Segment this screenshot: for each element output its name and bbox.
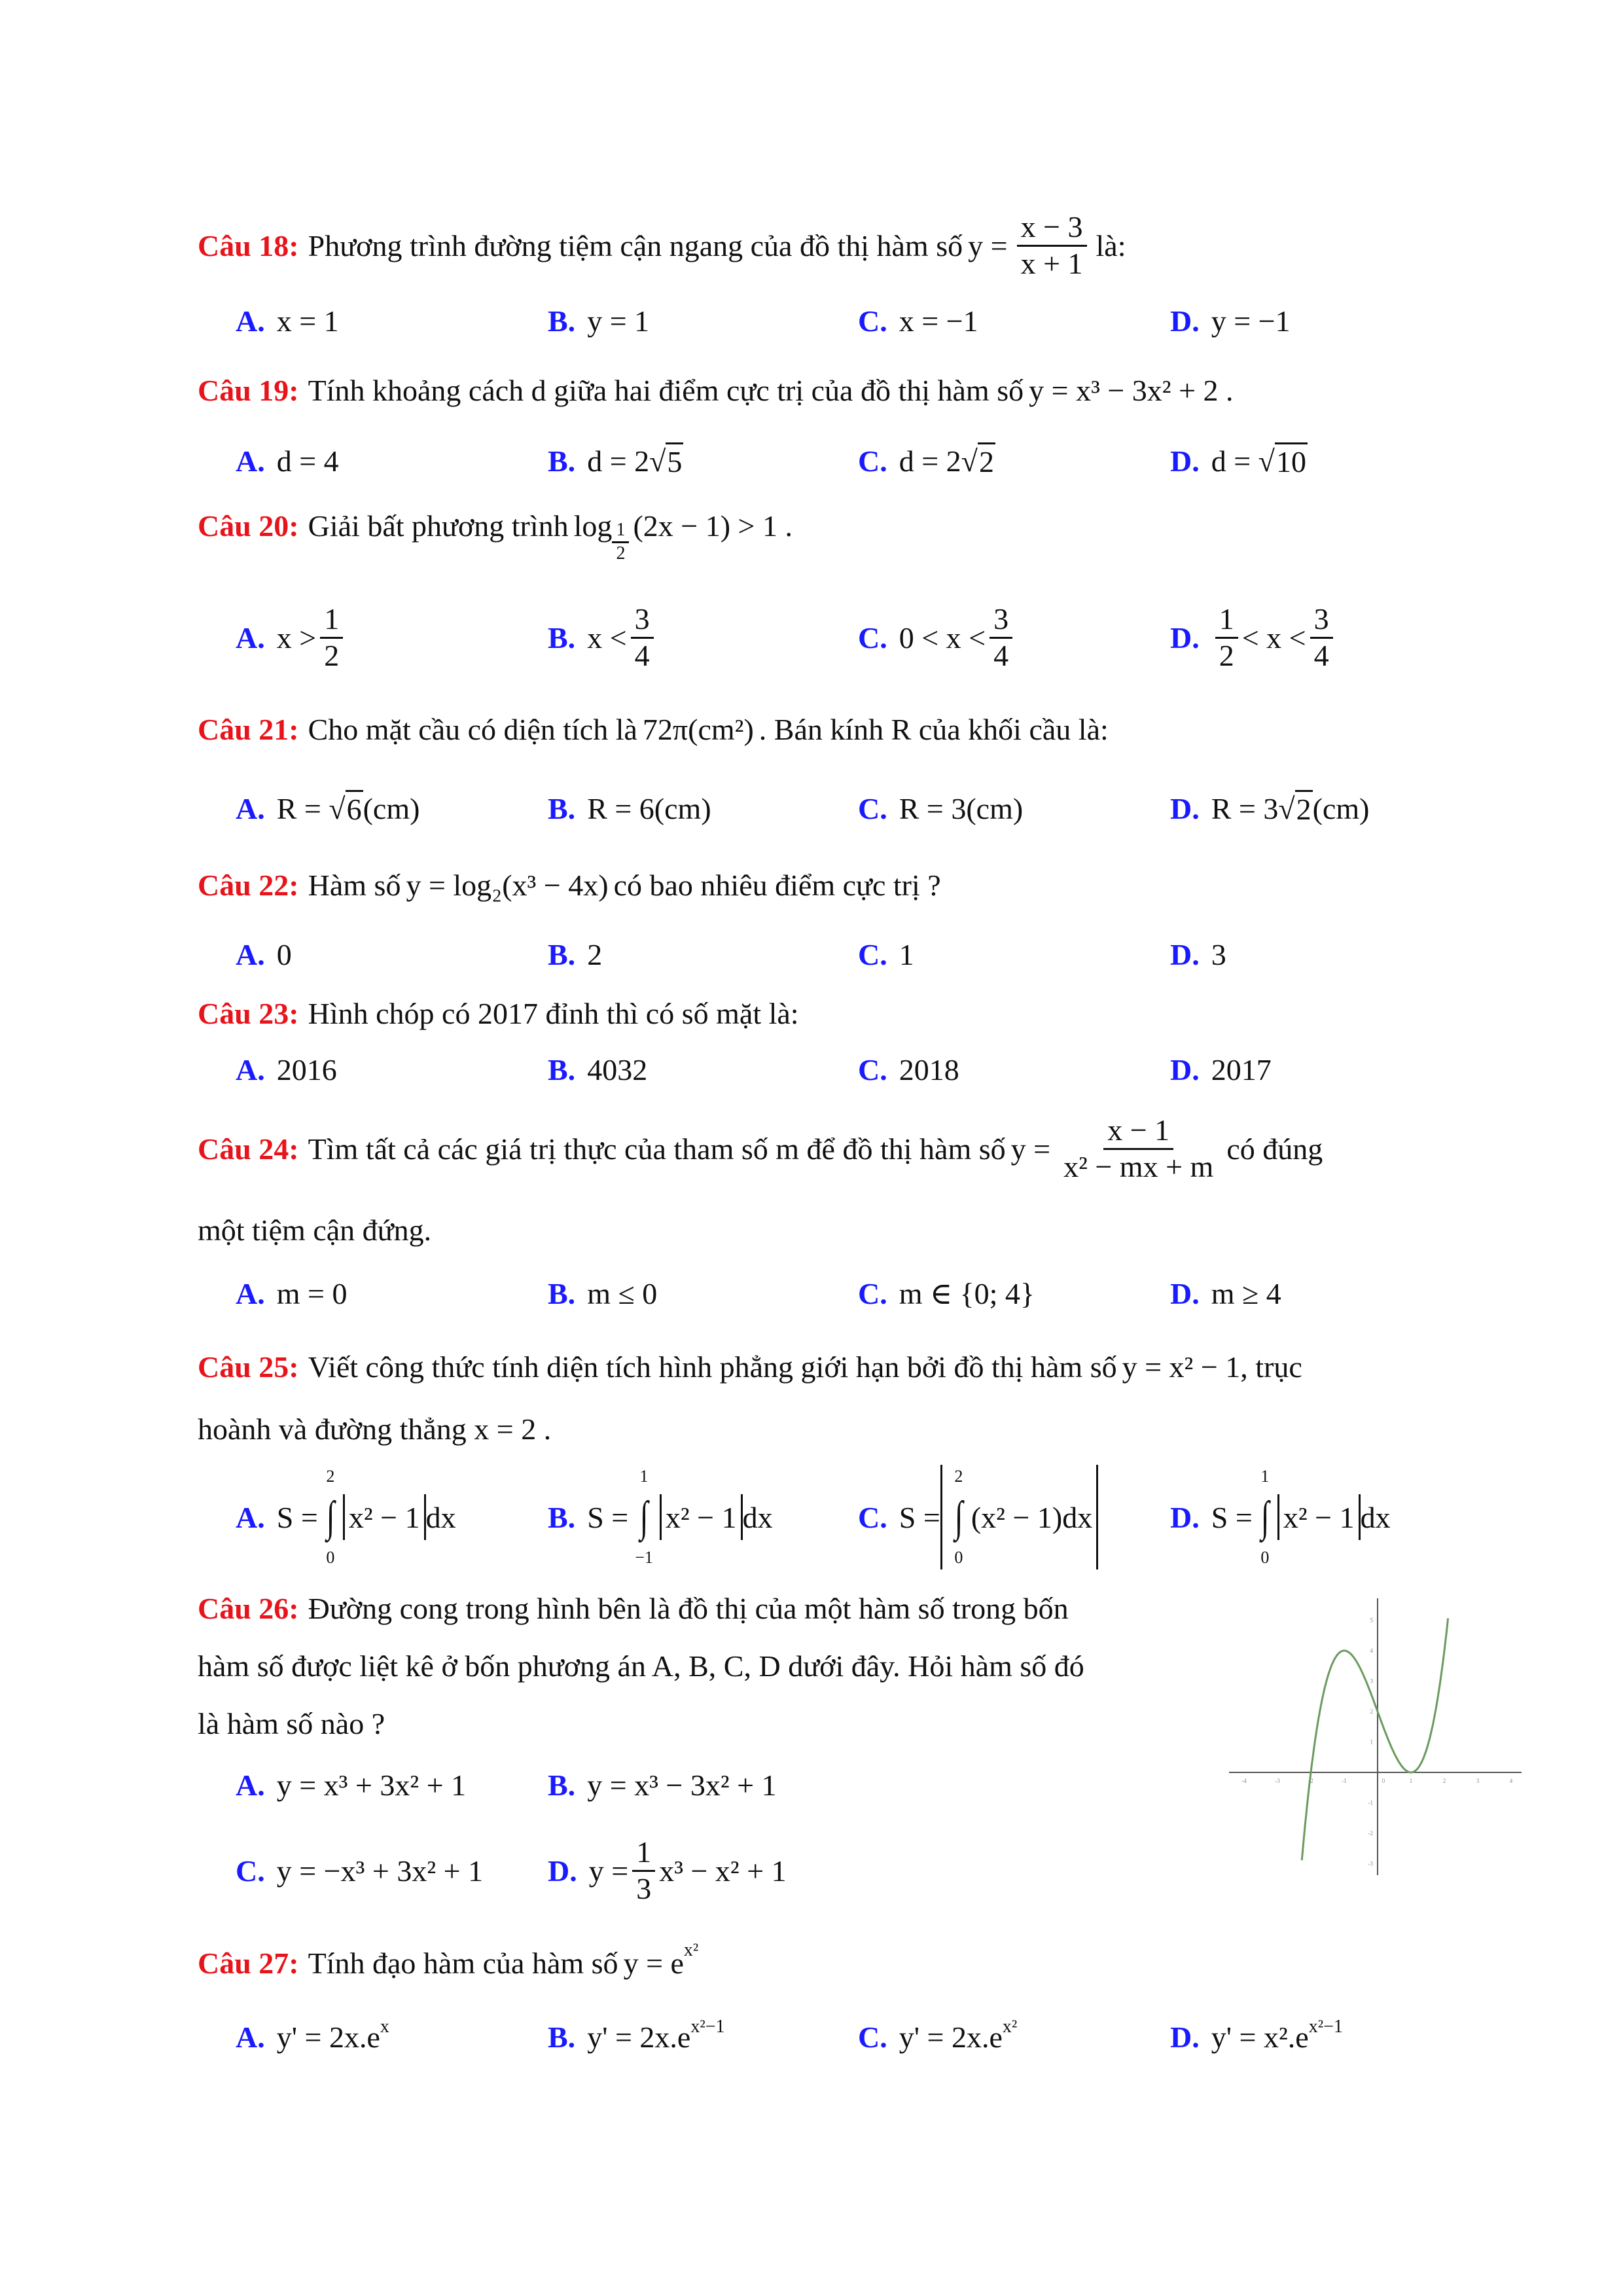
option-value: m ≥ 4 xyxy=(1211,1276,1281,1310)
option-value: S = xyxy=(276,1500,318,1534)
option-a[interactable] xyxy=(236,285,339,357)
denominator: 2 xyxy=(324,638,340,672)
option-value: 2018 xyxy=(899,1052,959,1086)
x-tick-label: 2 xyxy=(1442,1778,1446,1784)
option-value: y = −x³ + 3x² + 1 xyxy=(276,1854,484,1888)
option-a[interactable] xyxy=(236,772,419,844)
question-tail: là: xyxy=(1096,228,1126,262)
option-value: d = 2√ xyxy=(899,444,978,478)
option-b[interactable] xyxy=(548,285,649,357)
option-letter: B. xyxy=(548,937,576,971)
question-24 xyxy=(198,1113,1328,1183)
option-value: y' = 2x.e xyxy=(276,2020,380,2054)
option-value: m ≤ 0 xyxy=(587,1276,658,1310)
option-letter: D. xyxy=(548,1854,577,1888)
question-text: có bao nhiêu điểm cực trị ? xyxy=(613,868,941,902)
option-letter: C. xyxy=(858,1500,887,1534)
numerator: 1 xyxy=(320,602,343,639)
formula-y: y = xyxy=(968,228,1008,262)
option-value: d = 4 xyxy=(276,444,339,478)
option-value: 1 xyxy=(899,937,914,971)
option-value: < x < xyxy=(1241,620,1306,655)
option-d[interactable] xyxy=(1170,1033,1272,1105)
formula: 72π(cm²) xyxy=(642,712,754,746)
option-letter: A. xyxy=(236,1052,265,1086)
dx: dx xyxy=(425,1500,456,1534)
option-a[interactable] xyxy=(236,1257,347,1329)
y-tick-label: 3 xyxy=(1370,1677,1373,1685)
option-value: 2016 xyxy=(276,1052,337,1086)
question-text: hoành và đường thẳng x = 2 . xyxy=(198,1412,552,1446)
radicand: 10 xyxy=(1275,442,1308,479)
question-25-line2 xyxy=(198,1406,551,1452)
option-letter: A. xyxy=(236,1768,265,1802)
option-c[interactable] xyxy=(858,772,1023,844)
option-letter: D. xyxy=(1170,791,1200,825)
y-tick-label: 2 xyxy=(1370,1708,1373,1715)
option-d[interactable] xyxy=(1170,772,1369,844)
fraction xyxy=(320,602,343,673)
x-tick-label: -2 xyxy=(1308,1778,1313,1784)
option-b[interactable] xyxy=(548,1257,657,1329)
option-d[interactable] xyxy=(1170,1257,1281,1329)
y-tick-label: -1 xyxy=(1368,1799,1373,1806)
fraction xyxy=(631,602,654,673)
denominator: 3 xyxy=(636,1871,652,1905)
denominator: x² − mx + m xyxy=(1063,1149,1214,1183)
option-c[interactable] xyxy=(858,425,995,497)
axes xyxy=(1229,1598,1522,1875)
formula-y: y = xyxy=(1010,1132,1051,1166)
option-b[interactable] xyxy=(548,601,658,673)
option-letter: A. xyxy=(236,2020,265,2054)
radicand: 5 xyxy=(666,442,683,479)
option-c[interactable] xyxy=(236,1835,483,1907)
y-tick-label: 1 xyxy=(1370,1738,1373,1746)
question-18 xyxy=(198,209,1132,280)
y-tick-label: 5 xyxy=(1370,1617,1373,1624)
option-b[interactable] xyxy=(548,2001,725,2073)
option-letter: D. xyxy=(1170,304,1200,338)
numerator: 1 xyxy=(632,1835,655,1872)
question-label: Câu 25: xyxy=(198,1350,299,1384)
numerator: 3 xyxy=(990,602,1012,639)
option-letter: D. xyxy=(1170,1500,1200,1534)
question-text: Phương trình đường tiệm cận ngang của đồ thị hàm số xyxy=(308,228,963,262)
option-letter: B. xyxy=(548,1500,576,1534)
question-text: Tính đạo hàm của hàm số xyxy=(308,1946,618,1980)
option-b[interactable] xyxy=(548,918,602,990)
lower-limit: 0 xyxy=(326,1548,335,1567)
option-c[interactable] xyxy=(858,285,978,357)
denominator: x + 1 xyxy=(1020,246,1083,280)
question-22 xyxy=(198,862,941,908)
option-value: y' = 2x.e xyxy=(899,2020,1003,2054)
option-a[interactable] xyxy=(236,425,339,497)
question-20 xyxy=(198,503,793,564)
option-c[interactable] xyxy=(858,601,1016,673)
lower-limit: 0 xyxy=(1260,1548,1270,1567)
function-graph xyxy=(1211,1584,1571,1911)
option-b[interactable] xyxy=(548,425,683,497)
unit: (cm) xyxy=(1312,791,1370,825)
option-letter: C. xyxy=(858,937,887,971)
absolute-value xyxy=(940,1465,1098,1570)
option-letter: A. xyxy=(236,1276,265,1310)
log-base xyxy=(612,520,629,564)
formula: y = x² − 1, trục xyxy=(1122,1350,1302,1384)
option-letter: C. xyxy=(858,791,887,825)
option-value: S = xyxy=(1211,1500,1253,1534)
question-text: Viết công thức tính diện tích hình phẳng giới hạn bởi đồ thị hàm số xyxy=(308,1350,1117,1384)
dx: dx xyxy=(742,1500,773,1534)
option-value: R = √ xyxy=(276,791,346,825)
question-text: Hình chóp có 2017 đỉnh thì có số mặt là: xyxy=(308,996,799,1030)
dx: dx xyxy=(1360,1500,1391,1534)
option-value: y = x³ + 3x² + 1 xyxy=(276,1768,467,1802)
option-c[interactable] xyxy=(858,1462,1098,1573)
formula: y = log₂(x³ − 4x) xyxy=(406,868,609,902)
exponent: x² xyxy=(683,1940,699,1960)
option-value: 0 xyxy=(276,937,292,971)
option-value: R = 3√ xyxy=(1211,791,1295,825)
option-letter: C. xyxy=(236,1854,265,1888)
question-label: Câu 23: xyxy=(198,996,299,1030)
denominator: 4 xyxy=(634,638,650,672)
question-text: . Bán kính R của khối cầu là: xyxy=(758,712,1109,746)
option-d[interactable] xyxy=(1170,918,1226,990)
question-label: Câu 24: xyxy=(198,1132,299,1166)
numerator: x − 3 xyxy=(1017,210,1087,247)
option-value: y = −1 xyxy=(1211,304,1291,338)
option-c[interactable] xyxy=(858,2001,1017,2073)
question-text: Hàm số xyxy=(308,868,401,902)
option-a[interactable] xyxy=(236,1033,337,1105)
option-value: x = −1 xyxy=(899,304,978,338)
question-26-line2 xyxy=(198,1643,1084,1689)
option-letter: D. xyxy=(1170,1052,1200,1086)
question-label: Câu 21: xyxy=(198,712,299,746)
option-value: y = x³ − 3x² + 1 xyxy=(587,1768,777,1802)
log: log xyxy=(573,509,613,543)
integral-sign: 1 ∫ −1 xyxy=(635,1467,653,1567)
option-letter: D. xyxy=(1170,2020,1200,2054)
graph-curve xyxy=(1302,1619,1448,1861)
option-letter: B. xyxy=(548,620,576,655)
x-tick-label: 0 xyxy=(1382,1778,1385,1784)
option-a[interactable] xyxy=(236,1749,466,1821)
question-label: Câu 27: xyxy=(198,1946,299,1980)
option-letter: A. xyxy=(236,620,265,655)
question-text: có đúng xyxy=(1226,1132,1323,1166)
option-value: 0 < x < xyxy=(899,620,986,655)
denominator: 2 xyxy=(1219,638,1234,672)
question-26-line3 xyxy=(198,1700,385,1746)
option-letter: B. xyxy=(548,304,576,338)
lower-limit: 0 xyxy=(954,1548,963,1567)
option-value: y = 1 xyxy=(587,304,650,338)
option-c[interactable] xyxy=(858,918,914,990)
option-value: m = 0 xyxy=(276,1276,348,1310)
radicand: 2 xyxy=(978,442,995,479)
option-value: x³ − x² + 1 xyxy=(659,1854,787,1888)
option-letter: D. xyxy=(1170,620,1200,655)
integral-sign: 2 ∫ 0 xyxy=(954,1467,963,1567)
option-letter: C. xyxy=(858,2020,887,2054)
option-letter: B. xyxy=(548,1276,576,1310)
question-text: một tiệm cận đứng. xyxy=(198,1213,432,1247)
option-letter: B. xyxy=(548,1768,576,1802)
option-letter: A. xyxy=(236,1500,265,1534)
option-letter: D. xyxy=(1170,444,1200,478)
option-value: x = 1 xyxy=(276,304,339,338)
x-tick-label: -4 xyxy=(1241,1778,1247,1784)
option-a[interactable] xyxy=(236,1462,456,1573)
denominator: 2 xyxy=(616,543,626,564)
integrand: (x² − 1)dx xyxy=(971,1500,1093,1534)
question-text: hàm số được liệt kê ở bốn phương án A, B, C, D dưới đây. Hỏi hàm số đó xyxy=(198,1649,1084,1683)
integrand: x² − 1 xyxy=(343,1494,426,1540)
option-value: x > xyxy=(276,620,317,655)
fraction xyxy=(1017,210,1087,281)
option-d[interactable] xyxy=(548,1835,787,1907)
integrand: x² − 1 xyxy=(660,1494,743,1540)
question-label: Câu 22: xyxy=(198,868,299,902)
option-b[interactable] xyxy=(548,1033,647,1105)
option-a[interactable] xyxy=(236,918,292,990)
exponent: x²−1 xyxy=(690,2017,725,2037)
option-b[interactable] xyxy=(548,1462,773,1573)
option-b[interactable] xyxy=(548,772,711,844)
option-value: y' = 2x.e xyxy=(587,2020,691,2054)
option-d[interactable] xyxy=(1170,2001,1343,2073)
exponent: x² xyxy=(1002,2017,1018,2037)
unit: (cm) xyxy=(363,791,420,825)
question-text: Đường cong trong hình bên là đồ thị của một hàm số trong bốn xyxy=(308,1591,1069,1625)
option-letter: D. xyxy=(1170,1276,1200,1310)
question-27 xyxy=(198,1940,698,1986)
option-value: 2 xyxy=(587,937,603,971)
denominator: 4 xyxy=(1313,638,1329,672)
numerator: 3 xyxy=(1310,602,1333,639)
option-value: d = √ xyxy=(1211,444,1275,478)
fraction xyxy=(1215,602,1238,673)
numerator: 3 xyxy=(631,602,654,639)
question-text: Tìm tất cả các giá trị thực của tham số m để đồ thị hàm số xyxy=(308,1132,1006,1166)
option-b[interactable] xyxy=(548,1749,777,1821)
option-value: 4032 xyxy=(587,1052,648,1086)
question-label: Câu 26: xyxy=(198,1591,299,1625)
option-value: y' = x².e xyxy=(1211,2020,1309,2054)
numerator: 1 xyxy=(1215,602,1238,639)
option-a[interactable] xyxy=(236,2001,389,2073)
question-24-line2 xyxy=(198,1207,431,1253)
option-letter: D. xyxy=(1170,937,1200,971)
exponent: x xyxy=(380,2017,389,2037)
radicand: 2 xyxy=(1295,790,1313,827)
lower-limit: −1 xyxy=(635,1548,653,1567)
option-value: S = xyxy=(587,1500,629,1534)
option-value: 2017 xyxy=(1211,1052,1272,1086)
fraction xyxy=(990,602,1012,673)
option-value: R = 6(cm) xyxy=(587,791,711,825)
integral-sign: 1 ∫ 0 xyxy=(1260,1467,1270,1567)
option-letter: A. xyxy=(236,791,265,825)
option-c[interactable] xyxy=(858,1257,1035,1329)
upper-limit: 1 xyxy=(1260,1467,1270,1486)
option-letter: A. xyxy=(236,304,265,338)
option-letter: C. xyxy=(858,1052,887,1086)
question-label: Câu 18: xyxy=(198,228,299,262)
question-25 xyxy=(198,1344,1308,1390)
option-d[interactable] xyxy=(1170,601,1337,673)
option-letter: B. xyxy=(548,791,576,825)
denominator: 4 xyxy=(993,638,1009,672)
question-23 xyxy=(198,990,799,1036)
question-21 xyxy=(198,706,1109,752)
option-value: d = 2√ xyxy=(587,444,666,478)
option-d[interactable] xyxy=(1170,285,1291,357)
option-letter: C. xyxy=(858,620,887,655)
option-d[interactable] xyxy=(1170,1462,1391,1573)
fraction xyxy=(1310,602,1333,673)
upper-limit: 1 xyxy=(639,1467,649,1486)
y-tick-label: 4 xyxy=(1370,1647,1373,1654)
upper-limit: 2 xyxy=(954,1467,963,1486)
x-tick-label: -3 xyxy=(1275,1778,1280,1784)
numerator: 1 xyxy=(612,520,629,543)
option-value: x < xyxy=(587,620,627,655)
question-text: Cho mặt cầu có diện tích là xyxy=(308,712,637,746)
question-label: Câu 20: xyxy=(198,509,299,543)
option-letter: C. xyxy=(858,444,887,478)
option-c[interactable] xyxy=(858,1033,959,1105)
x-tick-label: 1 xyxy=(1409,1778,1413,1784)
option-a[interactable] xyxy=(236,601,347,673)
option-value: m ∈ {0; 4} xyxy=(899,1277,1035,1310)
option-letter: B. xyxy=(548,444,576,478)
question-26 xyxy=(198,1585,1069,1631)
y-tick-label: -2 xyxy=(1368,1830,1373,1837)
x-tick-label: -1 xyxy=(1342,1778,1347,1784)
option-letter: A. xyxy=(236,444,265,478)
question-text: Tính khoảng cách d giữa hai điểm cực trị của đồ thị hàm số xyxy=(308,373,1024,407)
option-letter: B. xyxy=(548,2020,576,2054)
x-tick-label: 3 xyxy=(1476,1778,1480,1784)
option-value: S = xyxy=(899,1500,940,1534)
option-letter: C. xyxy=(858,1276,887,1310)
integrand: x² − 1 xyxy=(1277,1494,1361,1540)
option-value: 3 xyxy=(1211,937,1226,971)
option-value: R = 3(cm) xyxy=(899,791,1024,825)
option-d[interactable] xyxy=(1170,425,1308,497)
radicand: 6 xyxy=(346,790,363,827)
upper-limit: 2 xyxy=(326,1467,335,1486)
option-value: y = xyxy=(588,1854,629,1888)
fraction xyxy=(632,1835,655,1907)
question-text: Giải bất phương trình xyxy=(308,509,569,543)
option-letter: A. xyxy=(236,937,265,971)
log-argument: (2x − 1) > 1 . xyxy=(633,509,793,543)
option-letter: B. xyxy=(548,1052,576,1086)
exponent: x²−1 xyxy=(1308,2017,1343,2037)
question-label: Câu 19: xyxy=(198,373,299,407)
numerator: x − 1 xyxy=(1103,1113,1173,1150)
x-tick-label: 4 xyxy=(1509,1778,1513,1784)
integral-sign: 2 ∫ 0 xyxy=(326,1467,335,1567)
question-text: là hàm số nào ? xyxy=(198,1706,385,1740)
y-tick-label: -3 xyxy=(1368,1860,1373,1867)
formula: y = e xyxy=(623,1946,684,1980)
fraction xyxy=(1060,1113,1217,1185)
question-19 xyxy=(198,367,1239,413)
option-letter: C. xyxy=(858,304,887,338)
formula: y = x³ − 3x² + 2 . xyxy=(1029,373,1234,407)
